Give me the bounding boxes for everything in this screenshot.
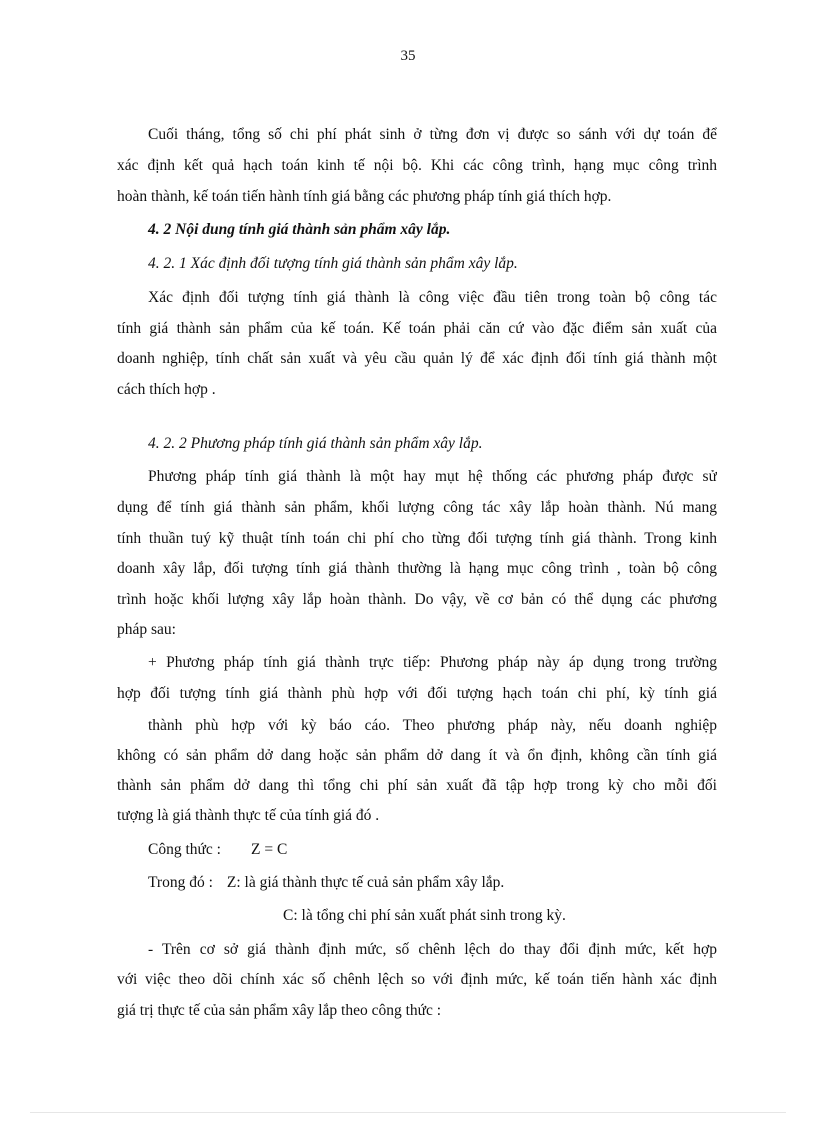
paragraph-2-line-2: tính giá thành sản phẩm của kế toán. Kế toán phải căn cứ vào đặc điểm sản xuất của bbox=[117, 320, 717, 337]
paragraph-1-line-3: hoàn thành, kế toán tiến hành tính giá bằng các phương pháp tính giá thích hợp. bbox=[117, 188, 612, 205]
paragraph-4-line-1: + Phương pháp tính giá thành trực tiếp: Phương pháp này áp dụng trong trường bbox=[148, 654, 717, 671]
paragraph-4-line-6: tượng là giá thành thực tế của tính giá đó . bbox=[117, 807, 380, 824]
paragraph-3-line-3: tính thuần tuý kỹ thuật tính toán chi phí cho từng đối tượng tính giá thành. Trong kinh bbox=[117, 530, 717, 547]
paragraph-2-line-4: cách thích hợp . bbox=[117, 381, 216, 398]
formula-label: Công thức : bbox=[148, 841, 221, 858]
paragraph-3-line-4: doanh xây lắp, đối tượng tính giá thành thường là hạng mục công trình , toàn bộ công bbox=[117, 560, 717, 577]
paragraph-2-line-3: doanh nghiệp, tính chất sản xuất và yêu cầu quản lý để xác định đối tính giá thành một bbox=[117, 350, 717, 367]
formula-line bbox=[148, 840, 717, 860]
paragraph-1-line-1: Cuối tháng, tổng số chi phí phát sinh ở từng đơn vị được so sánh với dự toán để bbox=[148, 126, 717, 143]
paragraph-4-line-2: hợp đối tượng tính giá thành phù hợp với đối tượng hạch toán chi phí, kỳ tính giá bbox=[117, 685, 717, 702]
paragraph-3-line-5: trình hoặc khối lượng xây lắp hoàn thành. Do vậy, về cơ bản có thể dụng các phương bbox=[117, 591, 717, 608]
page-number: 35 bbox=[400, 48, 416, 64]
paragraph-5-line-1: - Trên cơ sở giá thành định mức, số chênh lệch do thay đổi định mức, kết hợp bbox=[148, 941, 717, 958]
paragraph-3-line-1: Phương pháp tính giá thành là một hay mụt hệ thống các phương pháp được sử bbox=[148, 468, 717, 485]
where-z-description: Z: là giá thành thực tế cuả sản phẩm xây lắp. bbox=[226, 874, 505, 891]
where-c-description: C: là tổng chi phí sản xuất phát sinh trong kỳ. bbox=[283, 907, 566, 924]
paragraph-4-line-4: không có sản phẩm dở dang hoặc sản phẩm dở dang ít và ổn định, không cần tính giá bbox=[117, 747, 717, 764]
subsection-heading-4-2-2: 4. 2. 2 Phương pháp tính giá thành sản phẩm xây lắp. bbox=[148, 435, 483, 452]
footer-divider bbox=[30, 1112, 786, 1113]
paragraph-1-line-2: xác định kết quả hạch toán kinh tế nội bộ. Khi các công trình, hạng mục công trình bbox=[117, 157, 717, 174]
paragraph-2-line-1: Xác định đối tượng tính giá thành là công việc đầu tiên trong toàn bộ công tác bbox=[148, 289, 717, 306]
paragraph-4-line-5: thành sản phẩm dở dang thì tổng chi phí sản xuất đã tập hợp trong kỳ cho mỗi đối bbox=[117, 777, 717, 794]
paragraph-3-line-2: dụng để tính giá thành sản phẩm, khối lượng công tác xây lắp hoàn thành. Nú mang bbox=[117, 499, 717, 516]
paragraph-3-line-6: pháp sau: bbox=[117, 621, 176, 638]
paragraph-5-line-3: giá trị thực tế của sản phẩm xây lắp theo công thức : bbox=[117, 1002, 442, 1019]
formula-expression: Z = C bbox=[250, 841, 288, 858]
subsection-heading-4-2-1: 4. 2. 1 Xác định đối tượng tính giá thành sản phẩm xây lắp. bbox=[148, 255, 518, 272]
section-heading-4-2: 4. 2 Nội dung tính giá thành sản phẩm xây lắp. bbox=[148, 221, 451, 238]
where-label: Trong đó : bbox=[148, 874, 213, 891]
paragraph-4-line-3: thành phù hợp với kỳ báo cáo. Theo phương pháp này, nếu doanh nghiệp bbox=[148, 717, 717, 734]
paragraph-5-line-2: với việc theo dõi chính xác số chênh lệch so với định mức, kế toán tiến hành xác định bbox=[117, 971, 717, 988]
where-line bbox=[148, 873, 717, 893]
